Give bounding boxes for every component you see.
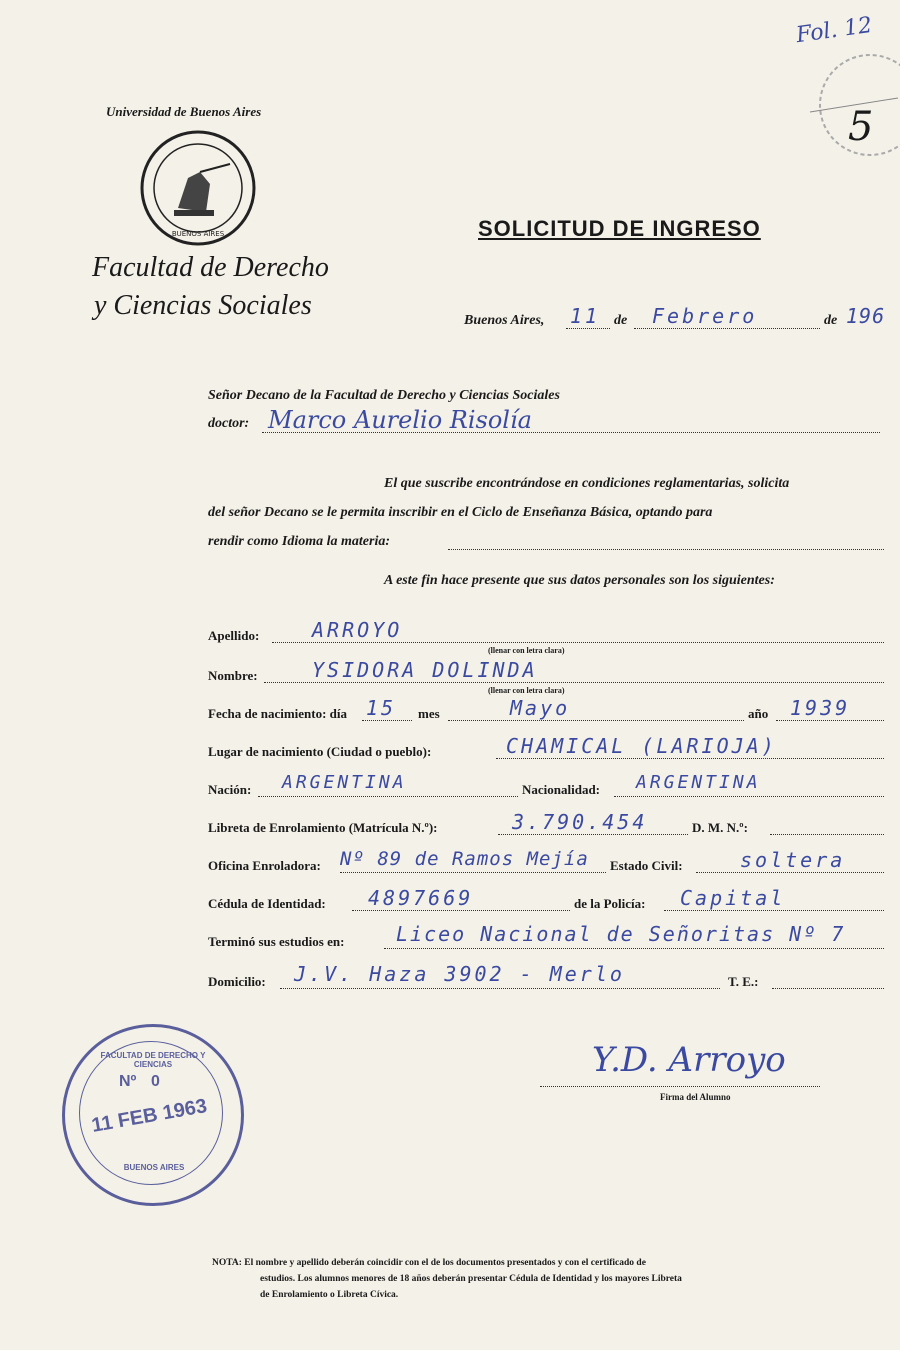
nacionalidad-label: Nacionalidad: xyxy=(522,782,601,797)
body-line-1: El que suscribe encontrándose en condiciones reglamentarias, solicita xyxy=(384,476,790,491)
lugar-line xyxy=(496,758,884,759)
stamp-number: 0 xyxy=(151,1073,160,1090)
date-de-2: de xyxy=(824,313,838,328)
faculty-line-2: y Ciencias Sociales xyxy=(94,290,312,321)
date-month: Febrero xyxy=(652,304,758,328)
te-line xyxy=(772,988,884,989)
nacion-value: ARGENTINA xyxy=(282,772,407,793)
doctor-label: doctor: xyxy=(208,416,250,431)
apellido-line xyxy=(272,642,884,643)
nombre-value: YSIDORA DOLINDA xyxy=(312,658,538,682)
cedula-value: 4897669 xyxy=(368,886,474,910)
fecha-label: Fecha de nacimiento: día xyxy=(208,706,348,721)
city-label: Buenos Aires, xyxy=(464,313,545,328)
student-signature: Y.D. Arroyo xyxy=(592,1040,786,1080)
stamp-top-text: FACULTAD DE DERECHO Y CIENCIAS xyxy=(100,1051,206,1069)
lugar-value: CHAMICAL (LARIOJA) xyxy=(506,734,777,758)
nacionalidad-value: ARGENTINA xyxy=(636,772,761,793)
anio-label: año xyxy=(748,706,769,721)
reception-stamp xyxy=(62,1024,244,1206)
dmn-line xyxy=(770,834,884,835)
domicilio-label: Domicilio: xyxy=(208,974,266,989)
estado-line xyxy=(696,872,884,873)
faculty-line-1: Facultad de Derecho xyxy=(92,252,329,283)
mes-label: mes xyxy=(418,706,440,721)
letra-clara-note-1: (llenar con letra clara) xyxy=(488,646,565,655)
idioma-line xyxy=(448,549,884,550)
stamp-date: 11 FEB 1963 xyxy=(89,1095,209,1137)
oficina-label: Oficina Enroladora: xyxy=(208,858,321,873)
letra-clara-note-2: (llenar con letra clara) xyxy=(488,686,565,695)
doctor-name: Marco Aurelio Risolía xyxy=(268,406,532,434)
date-de-1: de xyxy=(614,313,628,328)
estado-value: soltera xyxy=(740,848,846,872)
cedula-line xyxy=(352,910,570,911)
signature-label: Firma del Alumno xyxy=(660,1092,731,1102)
estado-label: Estado Civil: xyxy=(610,858,683,873)
domicilio-line xyxy=(280,988,720,989)
policia-line xyxy=(664,910,884,911)
nota-line-1: NOTA: El nombre y apellido deberán coincidir con el de los documentos presentados y con el certificado de xyxy=(212,1258,646,1268)
page-title: SOLICITUD DE INGRESO xyxy=(478,216,761,241)
university-name: Universidad de Buenos Aires xyxy=(106,104,262,119)
addressee-line: Señor Decano de la Facultad de Derecho y Ciencias Sociales xyxy=(208,388,560,403)
libreta-line xyxy=(498,834,688,835)
nombre-label: Nombre: xyxy=(208,668,258,683)
termino-value: Liceo Nacional de Señoritas Nº 7 xyxy=(396,922,846,946)
nota-line-3: de Enrolamiento o Libreta Cívica. xyxy=(260,1290,399,1300)
policia-value: Capital xyxy=(680,886,786,910)
anio-value: 1939 xyxy=(790,696,851,720)
body-line-2: del señor Decano se le permita inscribir en el Ciclo de Enseñanza Básica, optando para xyxy=(208,505,713,520)
date-year: 196 xyxy=(846,304,886,328)
dia-value: 15 xyxy=(366,696,397,720)
svg-text:BUENOS AIRES: BUENOS AIRES xyxy=(171,230,225,238)
nacionalidad-line xyxy=(614,796,884,797)
anio-line xyxy=(776,720,884,721)
folio-note: Fol. 12 xyxy=(794,12,874,49)
signature-line xyxy=(540,1086,820,1087)
dmn-label: D. M. N.º: xyxy=(692,820,748,835)
page-number: 5 xyxy=(848,104,874,150)
date-day: 11 xyxy=(570,304,601,328)
nacion-line xyxy=(258,796,518,797)
termino-line xyxy=(384,948,884,949)
termino-label: Terminó sus estudios en: xyxy=(208,934,345,949)
nota-line-2: estudios. Los alumnos menores de 18 años deberán presentar Cédula de Identidad y los mayores Libreta xyxy=(260,1274,682,1284)
body-line-3: rendir como Idioma la materia: xyxy=(208,534,390,549)
university-seal xyxy=(138,128,258,248)
apellido-value: ARROYO xyxy=(312,618,403,642)
domicilio-value: J.V. Haza 3902 - Merlo xyxy=(294,962,625,986)
dia-line xyxy=(362,720,412,721)
nacion-label: Nación: xyxy=(208,782,252,797)
cedula-label: Cédula de Identidad: xyxy=(208,896,326,911)
oficina-value: Nº 89 de Ramos Mejía xyxy=(340,848,589,870)
stamp-bottom-text: BUENOS AIRES xyxy=(123,1163,185,1172)
policia-label: de la Policía: xyxy=(574,896,646,911)
mes-value: Mayo xyxy=(510,696,571,720)
body-line-4: A este fin hace presente que sus datos personales son los siguientes: xyxy=(384,573,775,588)
oficina-line xyxy=(340,872,606,873)
date-month-line xyxy=(634,328,820,329)
apellido-label: Apellido: xyxy=(208,628,260,643)
te-label: T. E.: xyxy=(728,974,759,989)
libreta-label: Libreta de Enrolamiento (Matrícula N.º): xyxy=(208,820,438,835)
libreta-value: 3.790.454 xyxy=(512,810,648,834)
lugar-label: Lugar de nacimiento (Ciudad o pueblo): xyxy=(208,744,432,759)
nombre-line xyxy=(264,682,884,683)
mes-line xyxy=(448,720,744,721)
stamp-number-label: Nº xyxy=(119,1073,137,1090)
date-day-line xyxy=(566,328,610,329)
